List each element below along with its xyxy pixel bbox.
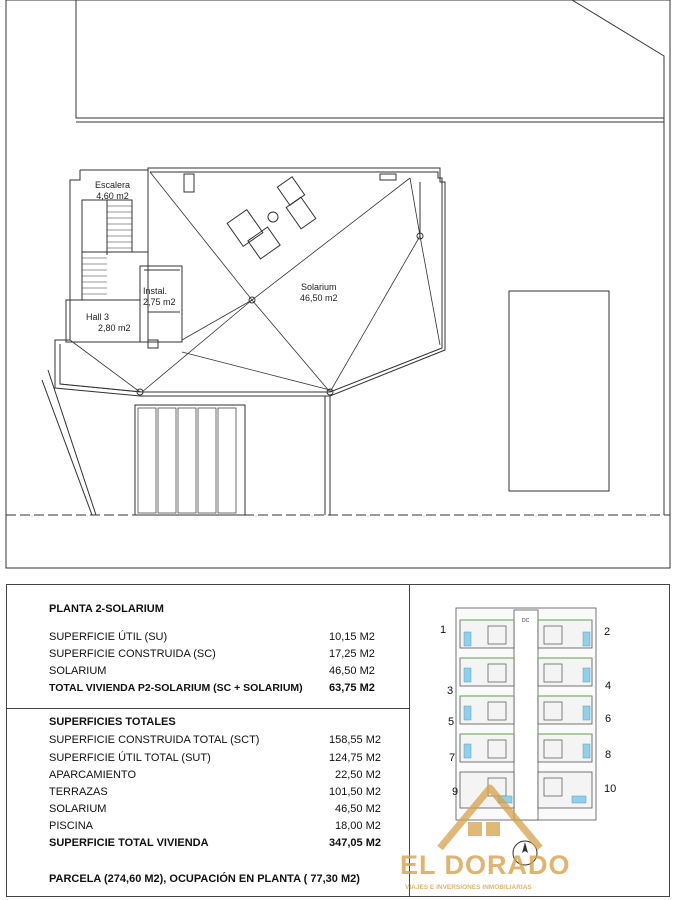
section2-row-label: SUPERFICIE CONSTRUIDA TOTAL (SCT) (49, 734, 260, 746)
room-name: Solarium (301, 282, 337, 292)
site-number-6: 6 (605, 713, 612, 725)
section1-row-label: SUPERFICIE ÚTIL (SU) (49, 631, 168, 643)
room-name: Escalera (95, 180, 131, 190)
section2-row-value: 158,55 M2 (329, 734, 381, 746)
section1-row-label: SOLARIUM (49, 665, 107, 677)
site-number-1: 1 (440, 624, 447, 636)
section2-row-label: SUPERFICIE ÚTIL TOTAL (SUT) (49, 752, 211, 764)
watermark-brand: EL DORADO (400, 850, 571, 880)
room-area: 4,60 m2 (96, 191, 129, 201)
section2-total-label: SUPERFICIE TOTAL VIVIENDA (49, 837, 209, 849)
site-number-10: 10 (604, 783, 617, 795)
section1-title: PLANTA 2-SOLARIUM (49, 603, 164, 615)
section2-row-label: PISCINA (49, 820, 94, 832)
room-area: 46,50 m2 (300, 293, 338, 303)
site-number-4: 4 (605, 680, 612, 692)
section1-total-label: TOTAL VIVIENDA P2-SOLARIUM (SC + SOLARIUM) (49, 682, 303, 694)
sun-loungers (227, 177, 316, 259)
site-number-2: 2 (604, 626, 611, 638)
parking-area (135, 405, 245, 515)
section1-row-value: 46,50 M2 (329, 665, 375, 677)
pool-outline (509, 291, 609, 491)
site-street-label: DC (522, 618, 530, 624)
room-label-solarium (300, 282, 338, 304)
section1-total-value: 63,75 M2 (329, 682, 375, 694)
room-name: Hall 3 (86, 312, 110, 322)
section2-row-value: 18,00 M2 (335, 820, 381, 832)
parcela-summary: PARCELA (274,60 M2), OCUPACIÓN EN PLANTA ( 77,30 M2) (49, 873, 360, 885)
section2-row-value: 124,75 M2 (329, 752, 381, 764)
site-number-3: 3 (447, 685, 454, 697)
site-number-5: 5 (448, 716, 455, 728)
section2-row-value: 22,50 M2 (335, 769, 381, 781)
section2-row-label: TERRAZAS (49, 786, 108, 798)
table-horizontal-divider (6, 708, 410, 709)
building-outline (55, 168, 445, 396)
section1-row-value: 10,15 M2 (329, 631, 375, 643)
plan-frame (6, 0, 670, 568)
section2-title: SUPERFICIES TOTALES (49, 716, 176, 728)
room-area: 2,80 m2 (98, 323, 131, 333)
room-area: 2,75 m2 (143, 297, 176, 307)
watermark-tagline: VIAJES E INVERSIONES INMOBILIARIAS (405, 884, 532, 891)
section1-row-label: SUPERFICIE CONSTRUIDA (SC) (49, 648, 216, 660)
site-number-8: 8 (605, 749, 612, 761)
section2-row-label: APARCAMIENTO (49, 769, 136, 781)
room-label-hall (86, 312, 131, 334)
room-name: Instal. (143, 286, 168, 296)
watermark-house-icon (430, 778, 550, 858)
room-label-instal (143, 286, 176, 308)
site-number-9: 9 (452, 786, 459, 798)
section2-row-label: SOLARIUM (49, 803, 107, 815)
section2-total-value: 347,05 M2 (329, 837, 381, 849)
room-label-escalera (95, 180, 130, 202)
section1-row-value: 17,25 M2 (329, 648, 375, 660)
site-number-7: 7 (449, 752, 456, 764)
section2-row-value: 46,50 M2 (335, 803, 381, 815)
section2-row-value: 101,50 M2 (329, 786, 381, 798)
plot-boundary-top (76, 0, 664, 118)
